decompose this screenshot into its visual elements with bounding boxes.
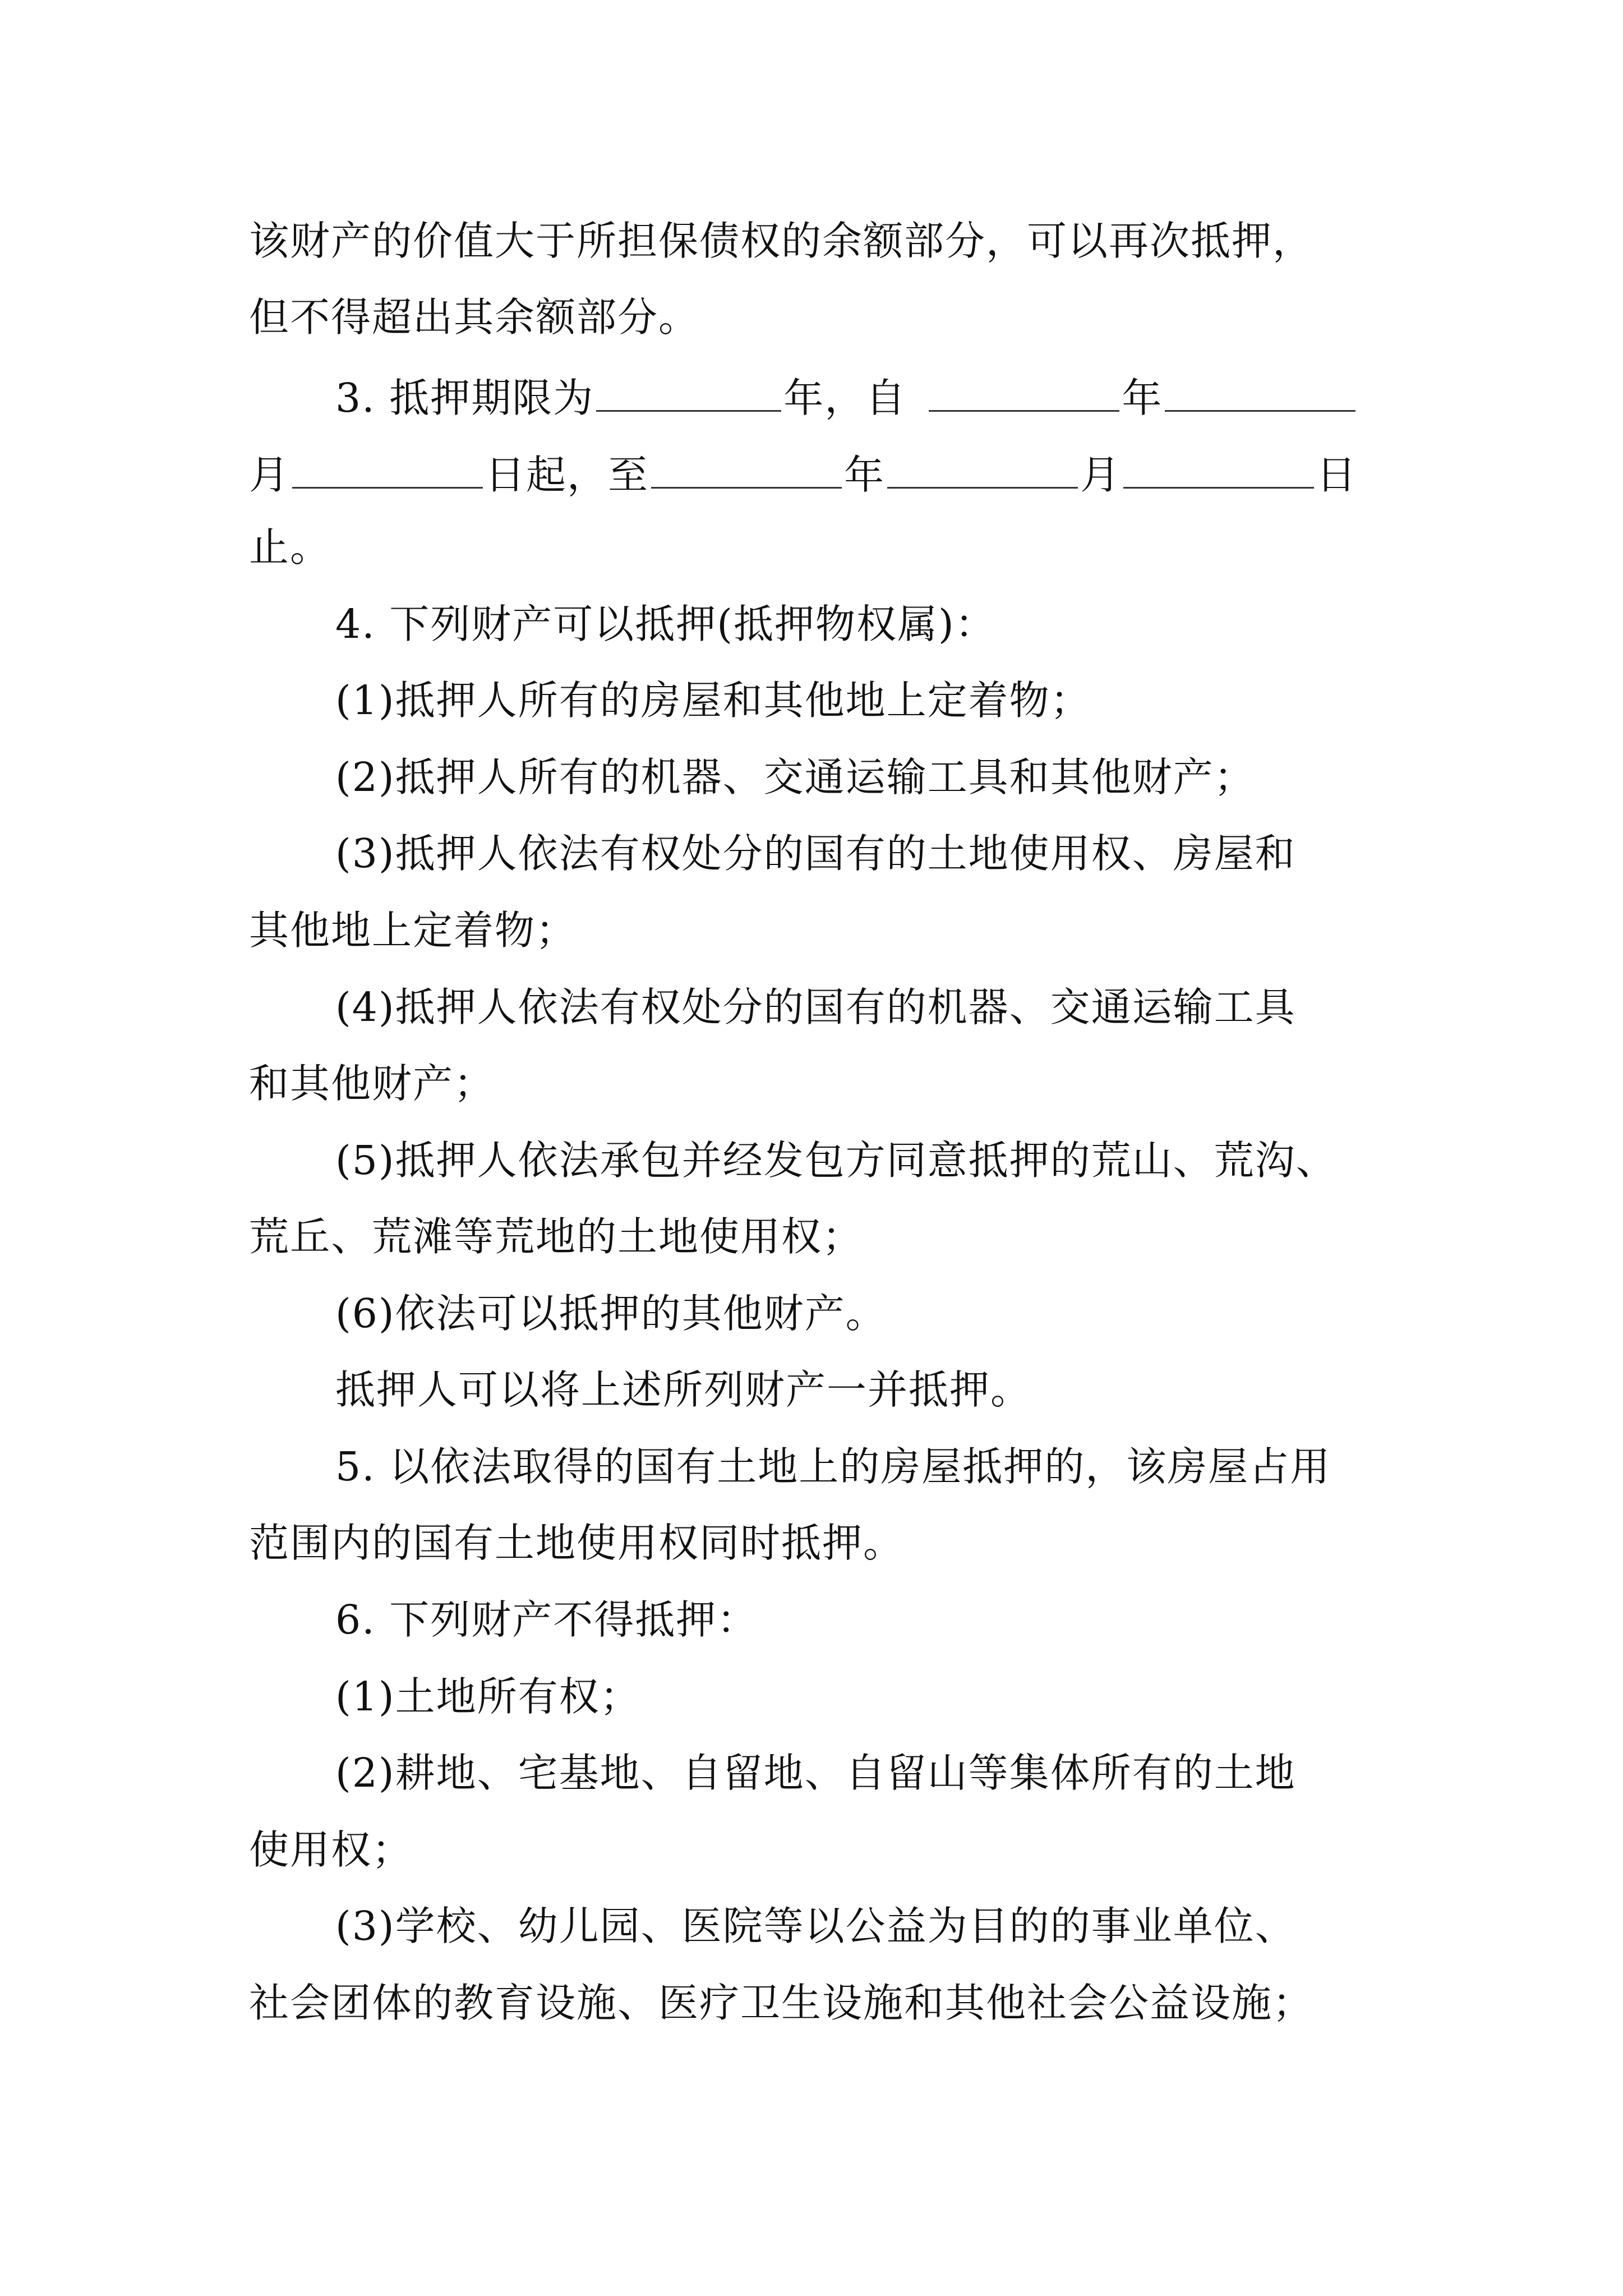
paragraph-line: 止。 <box>249 524 331 570</box>
blank-field-years[interactable] <box>596 374 781 412</box>
list-item-continued: 社会团体的教育设施、医疗卫生设施和其他社会公益设施； <box>249 1980 1314 2026</box>
blank-field-end-day[interactable] <box>1123 451 1314 489</box>
paragraph-line: 但不得超出其余额部分。 <box>249 294 700 341</box>
label-year: 年 <box>1122 374 1163 421</box>
term-period-label: 3. 抵押期限为 <box>335 374 594 421</box>
label-month: 月 <box>249 451 291 498</box>
list-item: (3)抵押人依法有权处分的国有的土地使用权、房屋和 <box>335 830 1296 877</box>
list-item: (2)耕地、宅基地、自留地、自留山等集体所有的土地 <box>335 1750 1296 1796</box>
list-item: (1)抵押人所有的房屋和其他地上定着物； <box>335 677 1091 724</box>
list-item-continued: 其他地上定着物； <box>249 907 577 954</box>
list-item: (2)抵押人所有的机器、交通运输工具和其他财产； <box>335 754 1255 800</box>
section-heading: 6. 下列财产不得抵押： <box>335 1596 758 1643</box>
list-item: (3)学校、幼儿园、医院等以公益为目的的事业单位、 <box>335 1903 1296 1949</box>
list-item: (4)抵押人依法有权处分的国有的机器、交通运输工具 <box>335 984 1296 1030</box>
section-heading: 5. 以依法取得的国有土地上的房屋抵押的，该房屋占用 <box>335 1443 1331 1490</box>
label-day-start-to: 日起，至 <box>485 451 649 498</box>
label-day-end: 日 <box>1316 451 1358 498</box>
blank-field-start-month[interactable] <box>1165 374 1355 412</box>
blank-field-end-month[interactable] <box>887 451 1078 489</box>
paragraph-line: 该财产的价值大于所担保债权的余额部分，可以再次抵押， <box>249 218 1314 264</box>
paragraph-line: 抵押人可以将上述所列财产一并抵押。 <box>335 1366 1032 1413</box>
blank-field-start-year[interactable] <box>929 374 1119 412</box>
blank-field-end-year[interactable] <box>651 451 842 489</box>
paragraph-line: 范围内的国有土地使用权同时抵押。 <box>249 1520 905 1566</box>
list-item-continued: 荒丘、荒滩等荒地的土地使用权； <box>249 1213 864 1260</box>
list-item: (5)抵押人依法承包并经发包方同意抵押的荒山、荒沟、 <box>335 1137 1337 1184</box>
list-item: (1)土地所有权； <box>335 1673 641 1720</box>
label-year-from: 年，自 <box>783 374 907 421</box>
list-item-continued: 和其他财产； <box>249 1060 495 1107</box>
list-item-continued: 使用权； <box>249 1826 413 1873</box>
list-item: (6)依法可以抵押的其他财产。 <box>335 1290 887 1337</box>
label-year-end: 年 <box>844 451 886 498</box>
term-period-line <box>335 374 1358 421</box>
label-month-end: 月 <box>1080 451 1122 498</box>
term-period-line-2 <box>249 451 1358 498</box>
blank-field-start-day[interactable] <box>292 451 483 489</box>
section-heading: 4. 下列财产可以抵押(抵押物权属)： <box>335 601 996 647</box>
